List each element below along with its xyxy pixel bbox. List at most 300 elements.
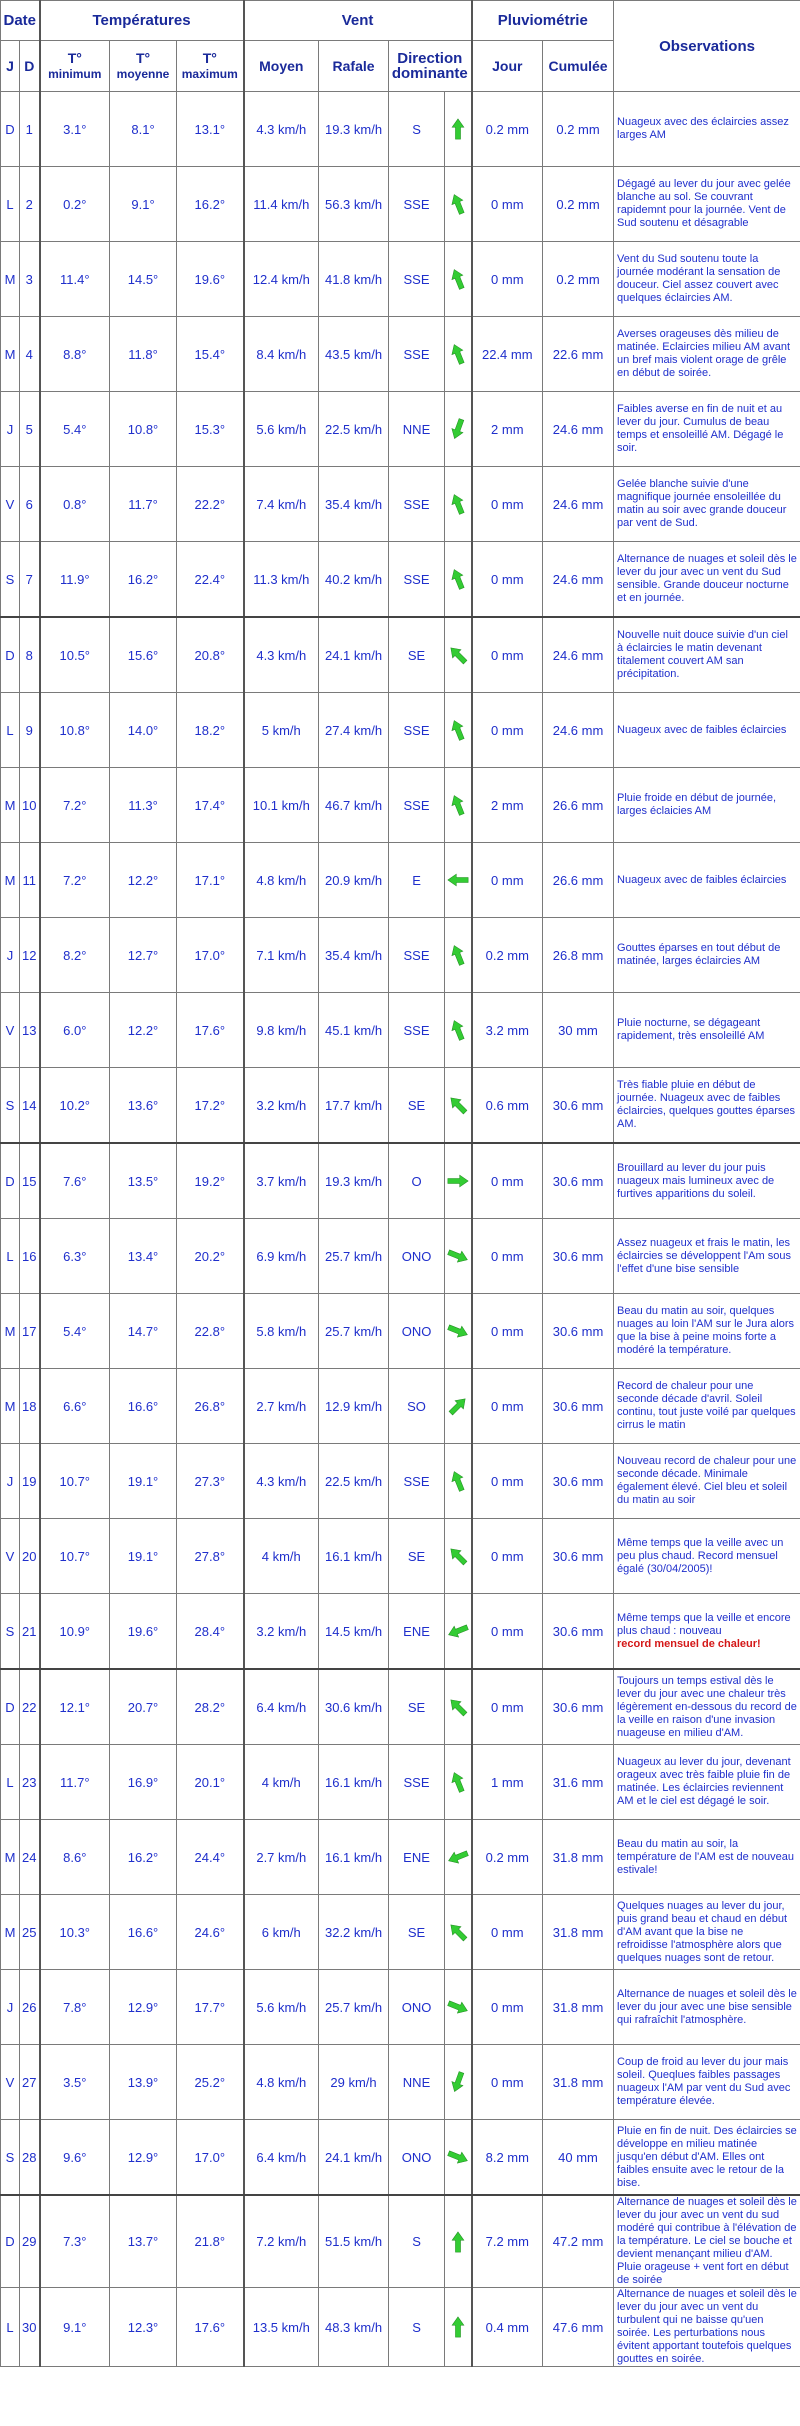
- cell-tmoy: 14.0°: [110, 693, 177, 768]
- header-date: Date: [1, 1, 40, 41]
- cell-day: 26: [20, 1970, 40, 2045]
- table-row: [1, 1669, 800, 1745]
- cell-tmin: 10.7°: [40, 1444, 110, 1519]
- cell-observation: [614, 1143, 800, 1219]
- header-tmin-a: T°: [67, 49, 82, 66]
- table-row: [1, 993, 800, 1068]
- cell-observation: [614, 1068, 800, 1144]
- cell-rain-day: 0 mm: [472, 167, 543, 242]
- cell-tmin: 8.8°: [40, 317, 110, 392]
- cell-tmax: 17.2°: [177, 1068, 244, 1144]
- cell-rain-cumul: 0.2 mm: [543, 242, 614, 317]
- cell-tmin: 10.7°: [40, 1519, 110, 1594]
- cell-tmoy: 16.2°: [110, 1820, 177, 1895]
- cell-weekday: L: [1, 167, 20, 242]
- cell-day: 1: [20, 92, 40, 167]
- cell-tmin: 11.9°: [40, 542, 110, 618]
- cell-wind-avg: 9.8 km/h: [244, 993, 319, 1068]
- cell-observation: [614, 1895, 800, 1970]
- cell-rain-day: 0.4 mm: [472, 2288, 543, 2367]
- cell-rain-cumul: 47.6 mm: [543, 2288, 614, 2367]
- cell-wind-dir: ONO: [389, 1219, 445, 1294]
- wind-arrow-icon: [447, 1318, 469, 1344]
- cell-wind-avg: 4 km/h: [244, 1745, 319, 1820]
- cell-wind-gust: 40.2 km/h: [319, 542, 389, 618]
- wind-arrow-icon: [447, 2144, 469, 2170]
- cell-wind-arrow: [445, 542, 472, 618]
- cell-day: 2: [20, 167, 40, 242]
- cell-rain-cumul: 30.6 mm: [543, 1219, 614, 1294]
- cell-tmoy: 10.8°: [110, 392, 177, 467]
- cell-wind-gust: 16.1 km/h: [319, 1519, 389, 1594]
- header-tmin-b: minimum: [48, 66, 102, 81]
- cell-rain-day: 0 mm: [472, 467, 543, 542]
- header-rafale: Rafale: [319, 41, 389, 92]
- cell-tmax: 28.2°: [177, 1669, 244, 1745]
- cell-weekday: M: [1, 242, 20, 317]
- table-row: [1, 1294, 800, 1369]
- cell-wind-dir: SE: [389, 1068, 445, 1144]
- cell-wind-avg: 3.7 km/h: [244, 1143, 319, 1219]
- cell-wind-arrow: [445, 167, 472, 242]
- cell-day: 20: [20, 1519, 40, 1594]
- cell-tmin: 7.3°: [40, 2195, 110, 2288]
- wind-arrow-icon: [447, 867, 469, 893]
- cell-day: 21: [20, 1594, 40, 1670]
- cell-tmoy: 12.9°: [110, 1970, 177, 2045]
- cell-weekday: M: [1, 1820, 20, 1895]
- cell-weekday: S: [1, 542, 20, 618]
- cell-tmin: 7.2°: [40, 768, 110, 843]
- cell-tmin: 0.8°: [40, 467, 110, 542]
- cell-weekday: D: [1, 2195, 20, 2288]
- cell-tmin: 5.4°: [40, 392, 110, 467]
- cell-wind-arrow: [445, 1745, 472, 1820]
- cell-observation: [614, 242, 800, 317]
- cell-wind-arrow: [445, 1219, 472, 1294]
- cell-day: 30: [20, 2288, 40, 2367]
- cell-wind-dir: SSE: [389, 1745, 445, 1820]
- cell-tmax: 17.0°: [177, 918, 244, 993]
- table-row: [1, 1369, 800, 1444]
- cell-observation: [614, 1669, 800, 1745]
- cell-weekday: L: [1, 1745, 20, 1820]
- cell-tmin: 6.0°: [40, 993, 110, 1068]
- wind-arrow-shape: [447, 1696, 469, 1719]
- cell-wind-avg: 3.2 km/h: [244, 1068, 319, 1144]
- cell-rain-cumul: 24.6 mm: [543, 467, 614, 542]
- wind-arrow-icon: [447, 491, 469, 517]
- cell-wind-dir: E: [389, 843, 445, 918]
- cell-tmin: 8.6°: [40, 1820, 110, 1895]
- cell-weekday: V: [1, 467, 20, 542]
- cell-wind-avg: 7.4 km/h: [244, 467, 319, 542]
- table-row: [1, 542, 800, 618]
- wind-arrow-shape: [447, 1998, 469, 2017]
- table-row: [1, 1970, 800, 2045]
- cell-wind-avg: 5.6 km/h: [244, 392, 319, 467]
- wind-arrow-icon: [447, 266, 469, 292]
- table-row: [1, 1444, 800, 1519]
- table-row: [1, 2288, 800, 2367]
- cell-rain-cumul: 31.8 mm: [543, 1970, 614, 2045]
- cell-wind-avg: 3.2 km/h: [244, 1594, 319, 1670]
- cell-day: 13: [20, 993, 40, 1068]
- cell-tmin: 11.7°: [40, 1745, 110, 1820]
- header-direction: [389, 41, 472, 92]
- observation-text: Nuageux avec de faibles éclaircies: [617, 723, 787, 736]
- header-tmax: [177, 41, 244, 92]
- cell-day: 16: [20, 1219, 40, 1294]
- observation-text: Même temps que la veille avec un peu plus chaud. Record mensuel égalé (30/04/2005)!: [617, 1536, 784, 1575]
- table-row: [1, 2045, 800, 2120]
- cell-wind-arrow: [445, 768, 472, 843]
- cell-wind-avg: 4.3 km/h: [244, 617, 319, 693]
- cell-wind-dir: NNE: [389, 2045, 445, 2120]
- cell-tmin: 3.5°: [40, 2045, 110, 2120]
- observation-text: Dégagé au lever du jour avec gelée blanche au sol. Se couvrant rapidemnt pour la journée. Vent de Sud soutenu et désagrable: [617, 178, 791, 229]
- cell-observation: [614, 1594, 800, 1670]
- table-row: [1, 92, 800, 167]
- cell-day: 28: [20, 2120, 40, 2196]
- cell-rain-day: 0 mm: [472, 1594, 543, 1670]
- cell-rain-day: 0.2 mm: [472, 1820, 543, 1895]
- header-vent: Vent: [244, 1, 472, 41]
- wind-arrow-shape: [448, 567, 467, 590]
- cell-wind-dir: ENE: [389, 1594, 445, 1670]
- cell-rain-day: 3.2 mm: [472, 993, 543, 1068]
- cell-rain-cumul: 24.6 mm: [543, 617, 614, 693]
- cell-wind-arrow: [445, 1068, 472, 1144]
- cell-observation: [614, 467, 800, 542]
- cell-observation: [614, 392, 800, 467]
- cell-day: 15: [20, 1143, 40, 1219]
- wind-arrow-icon: [447, 1994, 469, 2020]
- cell-wind-dir: NNE: [389, 392, 445, 467]
- cell-observation: [614, 167, 800, 242]
- cell-tmin: 12.1°: [40, 1669, 110, 1745]
- cell-wind-avg: 6.4 km/h: [244, 1669, 319, 1745]
- cell-wind-avg: 2.7 km/h: [244, 1369, 319, 1444]
- cell-day: 11: [20, 843, 40, 918]
- cell-tmin: 5.4°: [40, 1294, 110, 1369]
- cell-observation: [614, 2195, 800, 2288]
- cell-tmax: 17.1°: [177, 843, 244, 918]
- cell-weekday: J: [1, 392, 20, 467]
- cell-tmoy: 13.7°: [110, 2195, 177, 2288]
- cell-tmin: 6.3°: [40, 1219, 110, 1294]
- header-d: D: [20, 41, 40, 92]
- cell-tmax: 27.3°: [177, 1444, 244, 1519]
- cell-tmax: 22.2°: [177, 467, 244, 542]
- header-pluviometrie: Pluviométrie: [472, 1, 614, 41]
- cell-weekday: D: [1, 92, 20, 167]
- cell-tmoy: 12.2°: [110, 843, 177, 918]
- cell-wind-gust: 51.5 km/h: [319, 2195, 389, 2288]
- cell-weekday: S: [1, 2120, 20, 2196]
- cell-rain-day: 0 mm: [472, 1669, 543, 1745]
- cell-wind-dir: SSE: [389, 1444, 445, 1519]
- cell-rain-cumul: 30.6 mm: [543, 1519, 614, 1594]
- cell-rain-day: 22.4 mm: [472, 317, 543, 392]
- cell-rain-day: 0 mm: [472, 1369, 543, 1444]
- cell-weekday: M: [1, 1895, 20, 1970]
- cell-day: 3: [20, 242, 40, 317]
- cell-tmin: 0.2°: [40, 167, 110, 242]
- cell-observation: [614, 1294, 800, 1369]
- table-row: [1, 1895, 800, 1970]
- cell-wind-arrow: [445, 1669, 472, 1745]
- cell-wind-gust: 29 km/h: [319, 2045, 389, 2120]
- cell-rain-day: 0 mm: [472, 1219, 543, 1294]
- table-row: [1, 242, 800, 317]
- observation-text: Toujours un temps estival dès le lever du jour avec une chaleur très légèrement en-dessous du record de la veille en raison d'une invasion nuageuse en milieu d'AM.: [617, 1674, 797, 1739]
- wind-arrow-icon: [447, 1844, 469, 1870]
- observation-text: Brouillard au lever du jour puis nuageux mais lumineux avec de furtives apparitions du soleil.: [617, 1161, 775, 1200]
- cell-wind-dir: SO: [389, 1369, 445, 1444]
- cell-rain-day: 0 mm: [472, 242, 543, 317]
- cell-wind-dir: SE: [389, 1519, 445, 1594]
- cell-observation: [614, 2120, 800, 2196]
- cell-observation: [614, 542, 800, 618]
- cell-day: 8: [20, 617, 40, 693]
- cell-tmoy: 16.6°: [110, 1895, 177, 1970]
- cell-observation: [614, 1219, 800, 1294]
- cell-wind-gust: 48.3 km/h: [319, 2288, 389, 2367]
- cell-wind-gust: 43.5 km/h: [319, 317, 389, 392]
- observation-text: Beau du matin au soir, la température de l'AM est de nouveau estivale!: [617, 1837, 795, 1876]
- wind-arrow-shape: [448, 492, 467, 515]
- cell-weekday: J: [1, 1444, 20, 1519]
- wind-arrow-icon: [447, 1468, 469, 1494]
- cell-tmax: 28.4°: [177, 1594, 244, 1670]
- cell-rain-cumul: 24.6 mm: [543, 542, 614, 618]
- observation-text: Alternance de nuages et soleil dès le lever du jour avec un vent du Sud sensible. Grande douceur nocturne et en journée.: [617, 553, 797, 604]
- cell-tmin: 10.5°: [40, 617, 110, 693]
- cell-tmax: 17.4°: [177, 768, 244, 843]
- cell-day: 6: [20, 467, 40, 542]
- cell-observation: [614, 993, 800, 1068]
- cell-wind-avg: 4 km/h: [244, 1519, 319, 1594]
- cell-wind-dir: SSE: [389, 993, 445, 1068]
- cell-wind-dir: SSE: [389, 167, 445, 242]
- cell-tmax: 15.4°: [177, 317, 244, 392]
- cell-tmax: 22.8°: [177, 1294, 244, 1369]
- observation-text: Pluie nocturne, se dégageant rapidement, très ensoleillé AM: [617, 1017, 765, 1042]
- wind-arrow-shape: [448, 342, 467, 365]
- cell-tmoy: 16.9°: [110, 1745, 177, 1820]
- cell-wind-gust: 45.1 km/h: [319, 993, 389, 1068]
- header-tmax-a: T°: [202, 49, 217, 66]
- cell-rain-cumul: 26.8 mm: [543, 918, 614, 993]
- cell-weekday: L: [1, 2288, 20, 2367]
- header-tmin: [40, 41, 110, 92]
- cell-wind-avg: 6 km/h: [244, 1895, 319, 1970]
- wind-arrow-icon: [447, 1543, 469, 1569]
- cell-wind-arrow: [445, 2045, 472, 2120]
- cell-rain-day: 0 mm: [472, 1294, 543, 1369]
- cell-wind-arrow: [445, 467, 472, 542]
- cell-rain-day: 0 mm: [472, 1895, 543, 1970]
- table-row: [1, 768, 800, 843]
- cell-tmoy: 13.4°: [110, 1219, 177, 1294]
- cell-rain-day: 0 mm: [472, 1444, 543, 1519]
- observation-text: Pluie en fin de nuit. Des éclaircies se développe en milieu matinée jusqu'en début d'AM. Elles ont faibles ensuite avec le retour de la bise.: [617, 2124, 797, 2189]
- cell-wind-arrow: [445, 392, 472, 467]
- table-row: [1, 617, 800, 693]
- cell-tmin: 7.8°: [40, 1970, 110, 2045]
- cell-observation: [614, 1519, 800, 1594]
- wind-arrow-icon: [447, 2314, 469, 2340]
- cell-wind-dir: ONO: [389, 2120, 445, 2196]
- wind-arrow-icon: [447, 1243, 469, 1269]
- cell-rain-cumul: 30.6 mm: [543, 1594, 614, 1670]
- cell-rain-cumul: 31.6 mm: [543, 1745, 614, 1820]
- cell-wind-arrow: [445, 242, 472, 317]
- wind-arrow-icon: [447, 1694, 469, 1720]
- cell-tmax: 22.4°: [177, 542, 244, 618]
- observation-text: Nouvelle nuit douce suivie d'un ciel à éclaircies le matin devenant titalement couvert AM san précipitation.: [617, 629, 788, 680]
- cell-tmoy: 13.9°: [110, 2045, 177, 2120]
- cell-rain-day: 8.2 mm: [472, 2120, 543, 2196]
- cell-wind-avg: 7.1 km/h: [244, 918, 319, 993]
- cell-rain-cumul: 0.2 mm: [543, 92, 614, 167]
- wind-arrow-shape: [448, 192, 467, 215]
- wind-arrow-icon: [447, 1168, 469, 1194]
- observation-text: Faibles averse en fin de nuit et au lever du jour. Cumulus de beau temps et ensoleillé AM. Dégagé le soir.: [617, 403, 784, 454]
- cell-day: 4: [20, 317, 40, 392]
- cell-weekday: D: [1, 1669, 20, 1745]
- wind-arrow-icon: [447, 642, 469, 668]
- observation-text: Quelques nuages au lever du jour, puis grand beau et chaud en début d'AM avant que la bise ne refroidisse l'atmosphère alors que quelques nuages sont de retour.: [617, 1899, 788, 1964]
- cell-day: 23: [20, 1745, 40, 1820]
- cell-rain-day: 2 mm: [472, 392, 543, 467]
- observation-text: Nouveau record de chaleur pour une seconde décade. Minimale également élevé. Ciel bleu et soleil du matin au soir: [617, 1455, 797, 1506]
- cell-tmax: 27.8°: [177, 1519, 244, 1594]
- wind-arrow-shape: [447, 1545, 469, 1568]
- cell-wind-gust: 46.7 km/h: [319, 768, 389, 843]
- header-temperatures: Températures: [40, 1, 244, 41]
- cell-day: 14: [20, 1068, 40, 1144]
- cell-wind-gust: 25.7 km/h: [319, 1970, 389, 2045]
- wind-arrow-icon: [447, 1769, 469, 1795]
- wind-arrow-shape: [447, 1395, 469, 1418]
- cell-rain-cumul: 24.6 mm: [543, 392, 614, 467]
- header-jour: Jour: [472, 41, 543, 92]
- cell-weekday: V: [1, 2045, 20, 2120]
- table-row: [1, 392, 800, 467]
- observation-text: Gouttes éparses en tout début de matinée, larges éclaircies AM: [617, 942, 781, 967]
- cell-wind-gust: 41.8 km/h: [319, 242, 389, 317]
- cell-wind-gust: 24.1 km/h: [319, 2120, 389, 2196]
- cell-observation: [614, 1444, 800, 1519]
- cell-tmax: 17.6°: [177, 2288, 244, 2367]
- cell-wind-dir: ONO: [389, 1970, 445, 2045]
- cell-tmoy: 14.7°: [110, 1294, 177, 1369]
- header-moyen: Moyen: [244, 41, 319, 92]
- cell-wind-dir: SSE: [389, 542, 445, 618]
- table-row: [1, 317, 800, 392]
- wind-arrow-icon: [447, 717, 469, 743]
- cell-day: 22: [20, 1669, 40, 1745]
- cell-wind-avg: 11.4 km/h: [244, 167, 319, 242]
- wind-arrow-icon: [447, 566, 469, 592]
- cell-weekday: J: [1, 918, 20, 993]
- cell-wind-gust: 20.9 km/h: [319, 843, 389, 918]
- wind-arrow-shape: [452, 2231, 464, 2251]
- header-dir-b: dominante: [391, 65, 468, 82]
- table-row: [1, 693, 800, 768]
- cell-tmoy: 12.9°: [110, 2120, 177, 2196]
- cell-weekday: M: [1, 843, 20, 918]
- cell-wind-gust: 22.5 km/h: [319, 392, 389, 467]
- cell-tmoy: 19.6°: [110, 1594, 177, 1670]
- cell-wind-dir: SE: [389, 617, 445, 693]
- table-row: [1, 843, 800, 918]
- cell-rain-day: 1 mm: [472, 1745, 543, 1820]
- observation-text: Très fiable pluie en début de journée. Nuageux avec de faibles éclaircies, quelques gouttes éparses AM.: [617, 1079, 795, 1130]
- table-row: [1, 1594, 800, 1670]
- wind-arrow-shape: [452, 2317, 464, 2337]
- cell-tmoy: 19.1°: [110, 1444, 177, 1519]
- cell-rain-day: 0.6 mm: [472, 1068, 543, 1144]
- wind-arrow-shape: [447, 1848, 469, 1867]
- wind-arrow-shape: [448, 267, 467, 290]
- wind-arrow-shape: [448, 943, 467, 966]
- wind-arrow-shape: [448, 1770, 467, 1793]
- cell-wind-arrow: [445, 843, 472, 918]
- cell-wind-dir: S: [389, 2195, 445, 2288]
- cell-observation: [614, 1970, 800, 2045]
- cell-tmin: 7.2°: [40, 843, 110, 918]
- wind-arrow-shape: [447, 1622, 469, 1641]
- cell-wind-gust: 22.5 km/h: [319, 1444, 389, 1519]
- cell-observation: [614, 2045, 800, 2120]
- cell-wind-gust: 19.3 km/h: [319, 92, 389, 167]
- cell-wind-gust: 56.3 km/h: [319, 167, 389, 242]
- wind-arrow-icon: [447, 2069, 469, 2095]
- cell-wind-dir: S: [389, 92, 445, 167]
- observation-text: Beau du matin au soir, quelques nuages au loin l'AM sur le Jura alors que la bise à peine moins forte a modéré la température.: [617, 1305, 794, 1356]
- cell-rain-day: 0 mm: [472, 542, 543, 618]
- cell-rain-cumul: 30.6 mm: [543, 1369, 614, 1444]
- wind-arrow-shape: [448, 1175, 468, 1187]
- cell-wind-arrow: [445, 1519, 472, 1594]
- table-row: [1, 1519, 800, 1594]
- cell-wind-avg: 5.6 km/h: [244, 1970, 319, 2045]
- table-row: [1, 2120, 800, 2196]
- observation-text: Alternance de nuages et soleil dès le lever du jour avec un vent du turbulent qui ne baisse qu'uen soirée. Les perturbations nous évitent apportant toutefois quelques gouttes en soirée.: [617, 2288, 797, 2365]
- cell-wind-avg: 12.4 km/h: [244, 242, 319, 317]
- cell-tmin: 9.6°: [40, 2120, 110, 2196]
- header-j: J: [1, 41, 20, 92]
- cell-wind-dir: O: [389, 1143, 445, 1219]
- cell-weekday: S: [1, 1594, 20, 1670]
- cell-tmoy: 12.7°: [110, 918, 177, 993]
- cell-wind-arrow: [445, 693, 472, 768]
- observation-text: Alternance de nuages et soleil dès le lever du jour avec un vent du sud modéré qui contribue à l'élévation de la température. Le ciel se bouche et devient menançant milieu d'AM. Pluie orageuse + vent fort en début de soirée: [617, 2196, 797, 2286]
- cell-tmin: 6.6°: [40, 1369, 110, 1444]
- cell-tmoy: 11.8°: [110, 317, 177, 392]
- cell-wind-gust: 32.2 km/h: [319, 1895, 389, 1970]
- cell-day: 9: [20, 693, 40, 768]
- cell-wind-avg: 2.7 km/h: [244, 1820, 319, 1895]
- cell-wind-gust: 16.1 km/h: [319, 1745, 389, 1820]
- cell-rain-cumul: 30.6 mm: [543, 1143, 614, 1219]
- cell-wind-dir: SE: [389, 1669, 445, 1745]
- cell-rain-cumul: 30.6 mm: [543, 1294, 614, 1369]
- cell-observation: [614, 317, 800, 392]
